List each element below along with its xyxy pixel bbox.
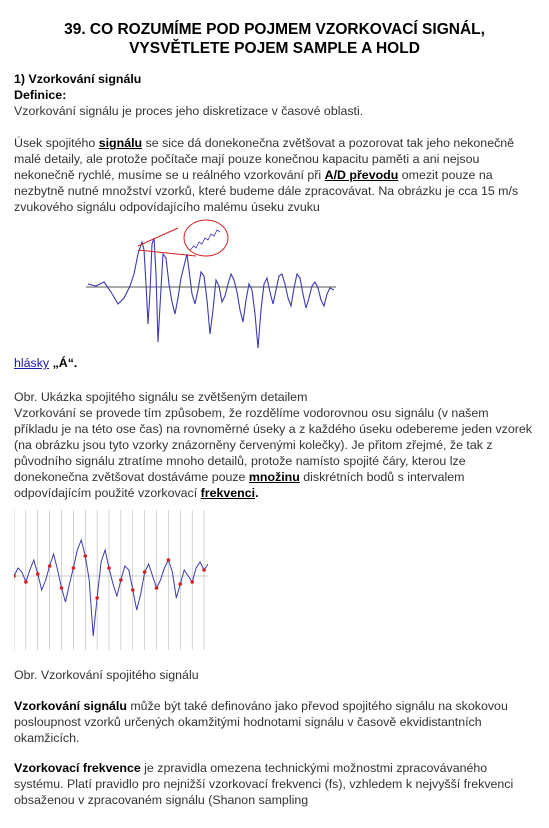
paragraph-2 [14, 405, 536, 501]
text-span: je zpravidla omezena technickými možnostmi zpracovávaného systému. Platí pravidlo pro nejnižší vzorkovací frekvenci (fs), vzhledem k nejvyšší frekvenci obsaženou v zpracovaném signálu (Shanon sampling [14, 761, 514, 807]
zoom-detail-circle [184, 220, 228, 256]
text-span: Úsek spojitého [14, 136, 99, 150]
keyword-ad-prevod: A/D převodu [324, 168, 399, 182]
sample-dot [36, 572, 40, 576]
paragraph-4 [14, 760, 536, 808]
title-line-1: 39. CO ROZUMÍME POD POJMEM VZORKOVACÍ SIGNÁL, [64, 21, 485, 38]
text-span: . [255, 486, 259, 500]
continuous-signal-figure [86, 214, 336, 354]
sampled-signal-line [14, 540, 208, 636]
sample-dot [83, 554, 87, 558]
page-title [0, 20, 549, 58]
text-span: omezit pouze na nezbytně nutné množství vzorků, které budeme dále zpracovávat. Na obrázku je cca 15 m/s zvukového signálu odpovídajícího malému úseku zvuku [14, 168, 519, 214]
section-heading [14, 71, 536, 119]
sampled-signal-figure [14, 510, 208, 650]
sample-dot [107, 566, 111, 570]
sample-dot [119, 578, 123, 582]
sample-dot [167, 558, 171, 562]
sample-dot [24, 580, 28, 584]
caption-2: Obr. Vzorkování spojitého signálu [14, 668, 199, 682]
sample-dot [202, 568, 206, 572]
sample-dot [95, 596, 99, 600]
keyword-signalu: signálu [98, 136, 143, 150]
sampling-grid-verticals [14, 510, 204, 650]
definition-label: Definice: [14, 88, 67, 102]
hlasky-link[interactable]: hlásky [14, 356, 50, 370]
text-span: může být také definováno jako převod spojitého signálu na skokovou posloupnost vzorků určených okamžitými hodnotami signálu v časově ekvidistantních okamžicích. [14, 699, 508, 745]
sample-dot [155, 586, 159, 590]
sample-dot [190, 580, 194, 584]
keyword-vzorkovaci-frekvence: Vzorkovací frekvence [14, 761, 141, 775]
caption-1: Obr. Ukázka spojitého signálu se zvětšeným detailem [14, 390, 308, 404]
sample-dot [48, 564, 52, 568]
sample-points [14, 554, 206, 600]
keyword-vzorkovani-signalu: Vzorkování signálu [14, 699, 127, 713]
zoom-line-upper [138, 228, 178, 246]
text-span: Vzorkování se provede tím způsobem, že rozdělíme vodorovnou osu signálu (v našem příkladu je na této ose čas) na rovnoměrné úseky a z každého úseku odebereme jeden vzorek (na obrázku jsou tyto vzorky znázorněny červenými kolečky). Je přitom zřejmé, že tak z původního signálu ztratíme mnoho detailů, protože namísto spojité čáry, kterou lze donekonečna zvětšovat dostáváme pouze [14, 406, 532, 484]
keyword-mnozinu: množinu [248, 470, 300, 484]
zoom-line-lower [138, 250, 196, 256]
paragraph-3 [14, 698, 536, 746]
section-1-heading: 1) Vzorkování signálu [14, 72, 142, 86]
sample-dot [14, 574, 16, 578]
sample-dot [178, 582, 182, 586]
sample-dot [72, 566, 76, 570]
figure-1-label [14, 355, 536, 371]
paragraph-1 [14, 135, 536, 215]
letter-a-label: „Á“. [49, 356, 78, 370]
sample-dot [60, 586, 64, 590]
keyword-frekvenci: frekvenci [200, 486, 256, 500]
sample-dot [143, 570, 147, 574]
text-span: se sice dá donekonečna zvětšovat a pozorovat tak jeho nekonečně malé detaily, ale protože počítače mají pouze konečnou kapacitu paměti a ani nejsou nekonečně rychlé, musíme se u reálného vzorkování při [14, 136, 515, 182]
title-line-2: VYSVĚTLETE POJEM SAMPLE A HOLD [129, 40, 420, 57]
definition-text: Vzorkování signálu je proces jeho diskretizace v časové oblasti. [14, 104, 364, 118]
text-span: diskrétních bodů s intervalem odpovídajícím použité vzorkovací [14, 470, 465, 500]
sample-dot [131, 588, 135, 592]
